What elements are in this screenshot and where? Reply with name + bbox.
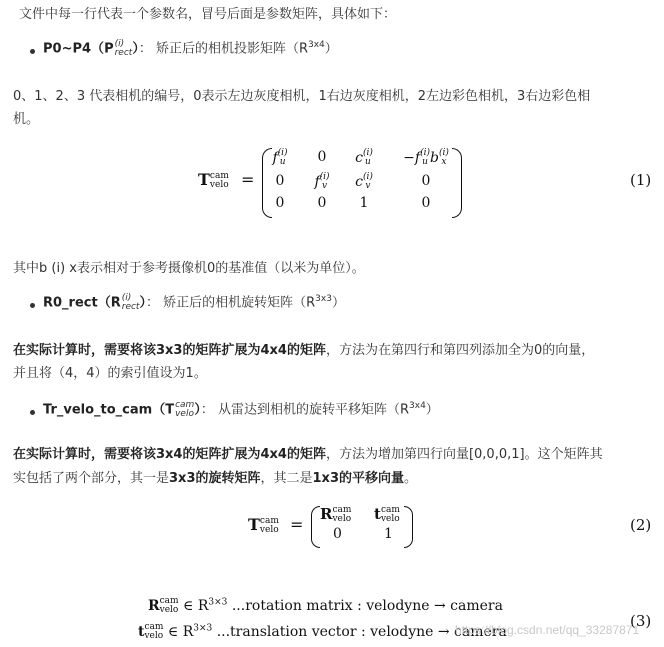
item-r0-desc: ： 矫正后的相机旋转矩阵（R: [145, 295, 316, 311]
eq2-equals: =: [290, 515, 304, 534]
eq3-t-symbol: t: [138, 624, 145, 640]
eq3-line2-text: ...translation vector : velodyne → camera: [216, 624, 507, 640]
watermark: https://blog.csdn.net/qq_33287871: [455, 623, 640, 637]
eq3-t-sup: cam: [144, 622, 164, 632]
eq3-line2-in: ∈ R: [167, 624, 194, 640]
eq3-r-sup: cam: [159, 596, 179, 606]
eq2-right-paren: [404, 506, 413, 548]
item-tr-sup: cam: [175, 400, 195, 410]
item-tr-symbol: T: [165, 402, 175, 418]
eq2-left-paren: [311, 506, 320, 548]
item-r0-paren-open: （: [97, 295, 111, 311]
tr-note-bold: 在实际计算时，需要将该3x4的矩阵扩展为4x4的矩阵: [13, 447, 326, 462]
item-tr-dim: 3x4: [409, 401, 426, 412]
item-r0-sup: (i): [121, 293, 132, 303]
eq2-r-sub: velo: [332, 514, 352, 524]
camera-note-line2: 机。: [13, 112, 40, 127]
item-p-paren-close: ）: [132, 41, 139, 57]
item-tr-sub: velo: [175, 409, 194, 419]
item-p-line: [43, 40, 338, 59]
eq2-lhs-sup: cam: [259, 515, 279, 526]
tr-note-a: 实包括了两个部分，其一是: [13, 471, 170, 486]
eq2-r-cell: [320, 505, 351, 524]
eq1-cell-r2-c2: 1: [359, 195, 369, 211]
eq1-cell-r2-c1: 0: [317, 195, 327, 211]
item-p-desc: ： 矫正后的相机投影矩阵（R: [138, 41, 308, 57]
item-tr-name: Tr_velo_to_cam: [43, 402, 153, 418]
eq1-cell-r2-c3: 0: [421, 195, 431, 211]
bullet-dot: [30, 410, 35, 415]
eq3-t-sub: velo: [144, 631, 164, 641]
item-p-desc-end: ）: [324, 41, 338, 57]
eq2-lhs-symbol: T: [248, 515, 260, 534]
eq2-r-symbol: R: [320, 505, 333, 523]
eq1-cell-r0-c3: −f (i) u b (i) x: [403, 148, 449, 167]
item-r0-name: R0_rect: [43, 295, 98, 311]
bullet-dot: [30, 303, 35, 308]
eq3-r-symbol: R: [148, 598, 160, 614]
item-p-sup: (i): [114, 39, 125, 49]
item-p-sub: rect: [114, 48, 133, 58]
eq3-number: (3): [630, 612, 652, 630]
r0-note-line1: [13, 342, 594, 360]
item-tr-paren-close: ）: [194, 402, 201, 418]
eq3-line2: [138, 623, 507, 641]
eq2-t-sup: cam: [380, 505, 400, 515]
eq1-cell-r1-c1: f (i) v: [314, 172, 330, 191]
eq1-cell-r1-c3: 0: [421, 173, 431, 189]
eq2-one: 1: [384, 526, 393, 542]
eq2-lhs: [248, 515, 279, 535]
tr-note-line2: [13, 470, 417, 488]
eq1-cell-r1-c0: 0: [275, 173, 285, 189]
item-p-paren-open: （: [91, 41, 105, 57]
eq1-cell-r2-c0: 0: [275, 195, 285, 211]
eq2-r-sup: cam: [332, 505, 352, 515]
eq3-line1: [148, 597, 503, 615]
tr-note-line1: [13, 446, 603, 464]
r0-note-rest: ，方法为在第四行和第四列添加全为0的向量，: [325, 343, 595, 358]
tr-note-d: 1x3的平移向量: [312, 471, 404, 486]
item-p-dim: 3x4: [308, 40, 325, 51]
eq3-line2-dim: 3×3: [193, 623, 213, 634]
item-r0-paren-close: ）: [139, 295, 146, 311]
eq1-cell-r0-c0: f (i) u: [272, 148, 288, 167]
eq1-equals: =: [241, 170, 255, 189]
eq2-t-sub: velo: [380, 514, 400, 524]
item-p-symbol: P: [104, 41, 114, 57]
eq1-cell-r1-c2: c (i) v: [355, 172, 373, 191]
eq2-t-cell: [374, 505, 400, 524]
eq1-lhs-sup: cam: [209, 170, 229, 181]
eq3-line1-dim: 3×3: [208, 597, 228, 608]
eq1-cell-r0-c1: 0: [317, 149, 327, 165]
item-tr-desc: ： 从雷达到相机的旋转平移矩阵（R: [200, 402, 410, 418]
item-tr-desc-end: ）: [425, 402, 439, 418]
bx-note: 其中b (i) x表示相对于参考摄像机0的基准值（以米为单位）。: [13, 261, 365, 276]
tr-note-b: 3x3的旋转矩阵: [169, 471, 261, 486]
item-r0-dim: 3x3: [315, 294, 332, 305]
item-p-name: P0~P4: [43, 41, 92, 57]
eq1-number: (1): [630, 171, 652, 189]
eq1-lhs-sub: velo: [209, 179, 229, 190]
eq2-number: (2): [630, 516, 652, 534]
bullet-dot: [30, 49, 35, 54]
eq3-line1-in: ∈ R: [183, 598, 209, 614]
item-tr-paren-open: （: [152, 402, 166, 418]
tr-note-rest: ，方法为增加第四行向量[0,0,0,1]。这个矩阵其: [325, 447, 603, 462]
eq2-zero: 0: [333, 526, 342, 542]
tr-note-c: ，其二是: [260, 471, 313, 486]
tr-note-e: 。: [404, 471, 418, 486]
camera-note-line1: 0、1、2、3 代表相机的编号，0表示左边灰度相机，1右边灰度相机，2左边彩色相机，3右边彩色相: [13, 89, 591, 104]
r0-note-bold: 在实际计算时，需要将该3x3的矩阵扩展为4x4的矩阵: [13, 343, 326, 358]
eq3-line1-text: ...rotation matrix : velodyne → camera: [231, 598, 503, 614]
intro-text: 文件中每一行代表一个参数名，冒号后面是参数矩阵，具体如下：: [19, 7, 397, 22]
eq1-lhs: [198, 170, 229, 190]
eq2-t-symbol: t: [374, 505, 381, 523]
eq1-cell-r0-c2: c (i) u: [355, 148, 373, 167]
eq1-lhs-symbol: T: [198, 170, 210, 189]
item-r0-line: [43, 294, 345, 313]
item-r0-sub: rect: [121, 302, 140, 312]
item-tr-line: [43, 401, 439, 420]
eq3-r-sub: velo: [159, 605, 179, 615]
item-r0-symbol: R: [110, 295, 121, 311]
eq2-lhs-sub: velo: [259, 524, 279, 535]
r0-note-line2: 并且将（4，4）的索引值设为1。: [13, 366, 207, 381]
item-r0-desc-end: ）: [331, 295, 345, 311]
